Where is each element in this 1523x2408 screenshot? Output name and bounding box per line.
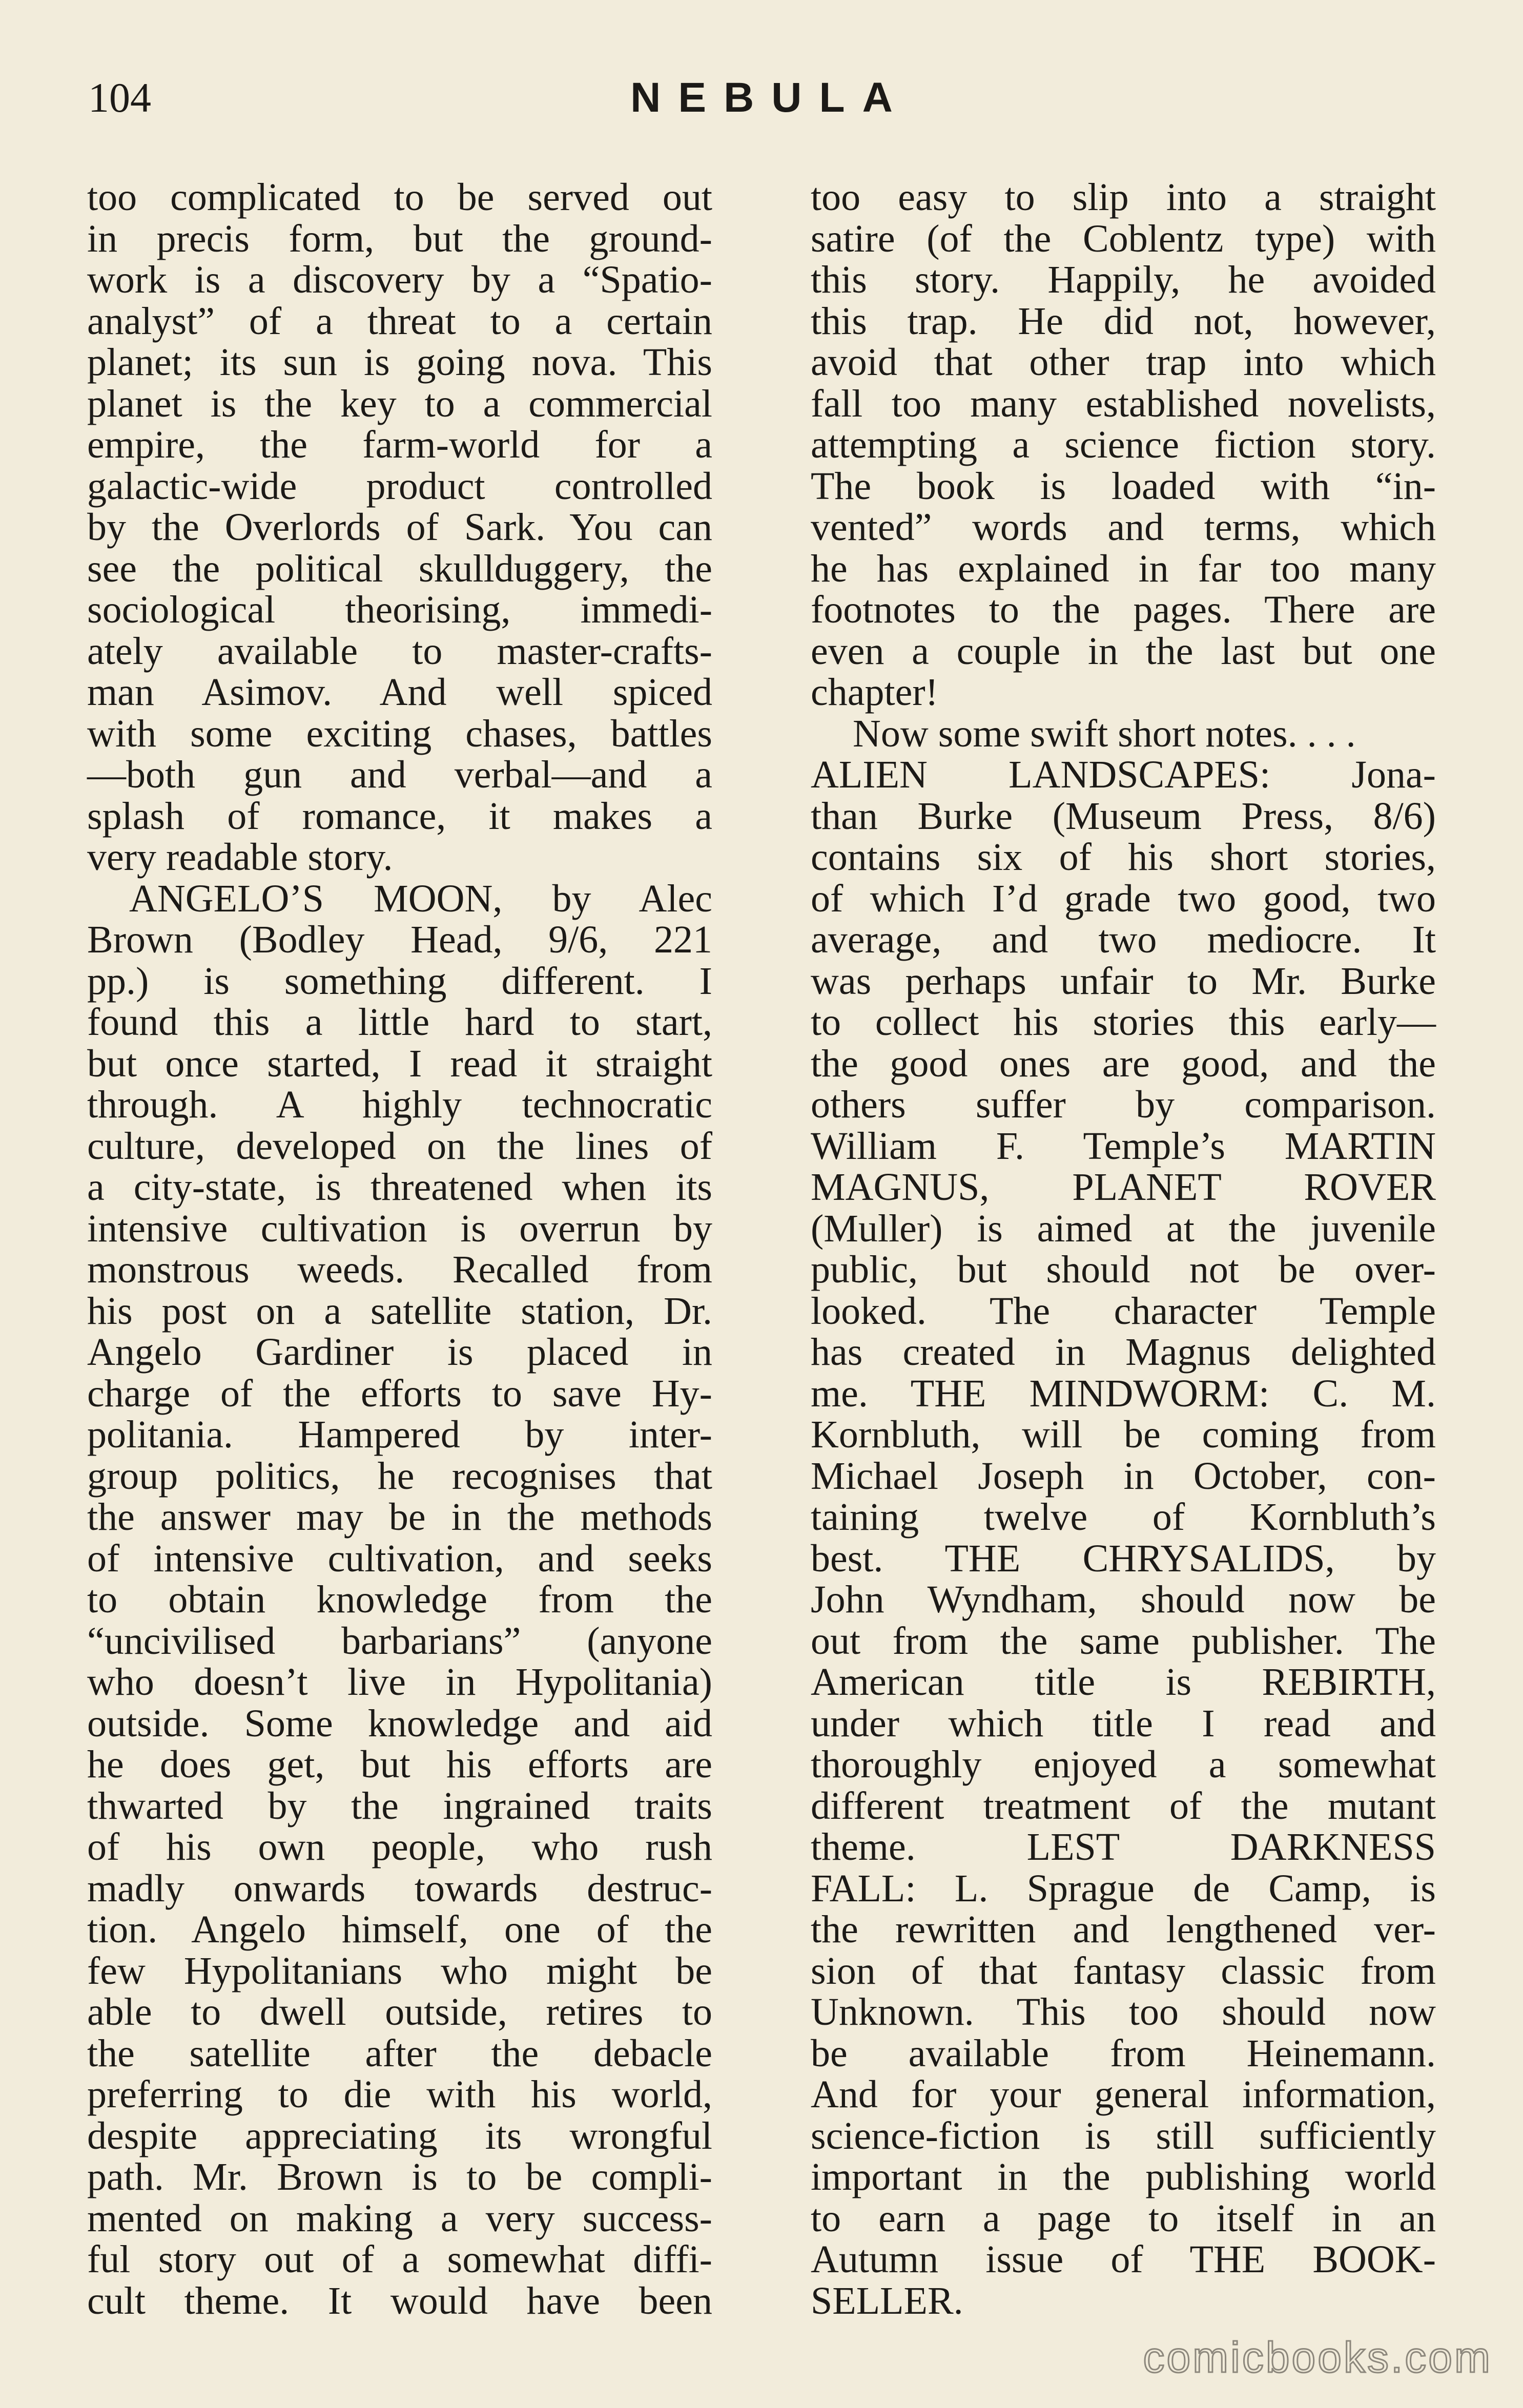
text-line: The book is loaded with “in- (811, 464, 1436, 508)
text-line: Kornbluth, will be coming from (811, 1413, 1436, 1456)
left-column (87, 177, 712, 2321)
text-line: fall too many established novelists, (811, 382, 1436, 425)
watermark: comicbooks.com (1143, 2333, 1492, 2381)
text-line: public, but should not be over- (811, 1248, 1436, 1291)
text-line: planet; its sun is going nova. This (87, 341, 712, 384)
text-line: mented on making a very success- (87, 2196, 712, 2240)
text-line: very readable story. (87, 836, 393, 879)
text-line: who doesn’t live in Hypolitania) (87, 1660, 712, 1704)
text-line: the answer may be in the methods (87, 1496, 712, 1539)
text-line: vented” words and terms, which (811, 506, 1436, 549)
text-line: outside. Some knowledge and aid (87, 1701, 712, 1745)
text-line: work is a discovery by a “Spatio- (87, 258, 712, 301)
text-line: the satellite after the debacle (87, 2031, 712, 2075)
text-line: a city-state, is threatened when its (87, 1166, 712, 1209)
text-line: me. THE MINDWORM: C. M. (811, 1372, 1436, 1415)
text-line: able to dwell outside, retires to (87, 1990, 712, 2033)
text-line: sociological theorising, immedi- (87, 588, 712, 631)
text-line: SELLER. (811, 2279, 963, 2322)
text-line: Angelo Gardiner is placed in (87, 1331, 712, 1374)
text-line: ful story out of a somewhat diffi- (87, 2238, 712, 2281)
text-line: ALIEN LANDSCAPES: Jona- (811, 753, 1436, 796)
text-line: in precis form, but the ground- (87, 217, 712, 260)
text-line: satire (of the Coblentz type) with (811, 217, 1436, 260)
text-line: William F. Temple’s MARTIN (811, 1124, 1436, 1168)
text-line: thoroughly enjoyed a somewhat (811, 1743, 1436, 1786)
paragraph-start-line: Now some swift short notes. . . . (853, 712, 1356, 755)
text-line: was perhaps unfair to Mr. Burke (811, 959, 1436, 1003)
text-line: too complicated to be served out (87, 176, 712, 219)
text-line: charge of the efforts to save Hy- (87, 1372, 712, 1415)
text-line: to collect his stories this early— (811, 1001, 1436, 1044)
text-line: Brown (Bodley Head, 9/6, 221 (87, 918, 712, 961)
text-line: his post on a satellite station, Dr. (87, 1289, 712, 1333)
text-line: man Asimov. And well spiced (87, 671, 712, 714)
right-column (811, 177, 1436, 2321)
text-line: few Hypolitanians who might be (87, 1949, 712, 1992)
text-line: others suffer by comparison. (811, 1083, 1436, 1126)
text-line: avoid that other trap into which (811, 341, 1436, 384)
text-line: empire, the farm-world for a (87, 423, 712, 466)
text-line: science-fiction is still sufficiently (811, 2114, 1436, 2157)
page-number: 104 (88, 74, 151, 121)
running-head: NEBULA (630, 74, 910, 121)
text-line: of which I’d grade two good, two (811, 877, 1436, 920)
text-line: of intensive cultivation, and seeks (87, 1537, 712, 1580)
text-line: to earn a page to itself in an (811, 2196, 1436, 2240)
text-line: of his own people, who rush (87, 1825, 712, 1869)
text-line: important in the publishing world (811, 2155, 1436, 2198)
text-line: group politics, he recognises that (87, 1454, 712, 1498)
text-line: galactic-wide product controlled (87, 464, 712, 508)
text-line: And for your general information, (811, 2073, 1436, 2116)
text-line: (Muller) is aimed at the juvenile (811, 1207, 1436, 1250)
text-line: too easy to slip into a straight (811, 176, 1436, 219)
text-line: than Burke (Museum Press, 8/6) (811, 794, 1436, 838)
text-line: chapter! (811, 671, 938, 714)
text-line: found this a little hard to start, (87, 1001, 712, 1044)
text-line: footnotes to the pages. There are (811, 588, 1436, 631)
text-line: the good ones are good, and the (811, 1042, 1436, 1085)
text-line: even a couple in the last but one (811, 629, 1436, 673)
text-line: but once started, I read it straight (87, 1042, 712, 1085)
text-line: average, and two mediocre. It (811, 918, 1436, 961)
text-line: best. THE CHRYSALIDS, by (811, 1537, 1436, 1580)
text-line: by the Overlords of Sark. You can (87, 506, 712, 549)
text-line: path. Mr. Brown is to be compli- (87, 2155, 712, 2198)
text-line: sion of that fantasy classic from (811, 1949, 1436, 1992)
text-line: he does get, but his efforts are (87, 1743, 712, 1786)
text-line: under which title I read and (811, 1701, 1436, 1745)
text-line: pp.) is something different. I (87, 959, 712, 1003)
text-line: be available from Heinemann. (811, 2031, 1436, 2075)
text-line: see the political skullduggery, the (87, 547, 712, 590)
text-line: FALL: L. Sprague de Camp, is (811, 1866, 1436, 1910)
text-line: splash of romance, it makes a (87, 794, 712, 838)
text-line: intensive cultivation is overrun by (87, 1207, 712, 1250)
text-line: has created in Magnus delighted (811, 1331, 1436, 1374)
text-line: theme. LEST DARKNESS (811, 1825, 1436, 1869)
text-line: contains six of his short stories, (811, 836, 1436, 879)
text-line: “uncivilised barbarians” (anyone (87, 1619, 712, 1663)
text-line: the rewritten and lengthened ver- (811, 1908, 1436, 1951)
text-line: preferring to die with his world, (87, 2073, 712, 2116)
text-line: politania. Hampered by inter- (87, 1413, 712, 1456)
text-line: Autumn issue of THE BOOK- (811, 2238, 1436, 2281)
text-line: madly onwards towards destruc- (87, 1866, 712, 1910)
text-line: —both gun and verbal—and a (87, 753, 712, 796)
text-line: ately available to master-crafts- (87, 629, 712, 673)
text-line: attempting a science fiction story. (811, 423, 1436, 466)
text-line: planet is the key to a commercial (87, 382, 712, 425)
text-line: he has explained in far too many (811, 547, 1436, 590)
text-line: analyst” of a threat to a certain (87, 299, 712, 343)
text-line: Unknown. This too should now (811, 1990, 1436, 2033)
text-line: to obtain knowledge from the (87, 1578, 712, 1621)
text-line: despite appreciating its wrongful (87, 2114, 712, 2157)
text-line: looked. The character Temple (811, 1289, 1436, 1333)
text-line: thwarted by the ingrained traits (87, 1784, 712, 1828)
text-line: cult theme. It would have been (87, 2279, 712, 2322)
text-line: American title is REBIRTH, (811, 1660, 1436, 1704)
text-line: MAGNUS, PLANET ROVER (811, 1166, 1436, 1209)
text-line: this trap. He did not, however, (811, 299, 1436, 343)
text-line: through. A highly technocratic (87, 1083, 712, 1126)
text-line: tion. Angelo himself, one of the (87, 1908, 712, 1951)
text-line: taining twelve of Kornbluth’s (811, 1496, 1436, 1539)
text-line: John Wyndham, should now be (811, 1578, 1436, 1621)
text-line: out from the same publisher. The (811, 1619, 1436, 1663)
text-line: Michael Joseph in October, con- (811, 1454, 1436, 1498)
text-line: with some exciting chases, battles (87, 712, 712, 755)
text-line: culture, developed on the lines of (87, 1124, 712, 1168)
text-line: different treatment of the mutant (811, 1784, 1436, 1828)
paragraph-start-line: ANGELO’S MOON, by Alec (129, 877, 712, 920)
text-line: this story. Happily, he avoided (811, 258, 1436, 301)
text-line: monstrous weeds. Recalled from (87, 1248, 712, 1291)
